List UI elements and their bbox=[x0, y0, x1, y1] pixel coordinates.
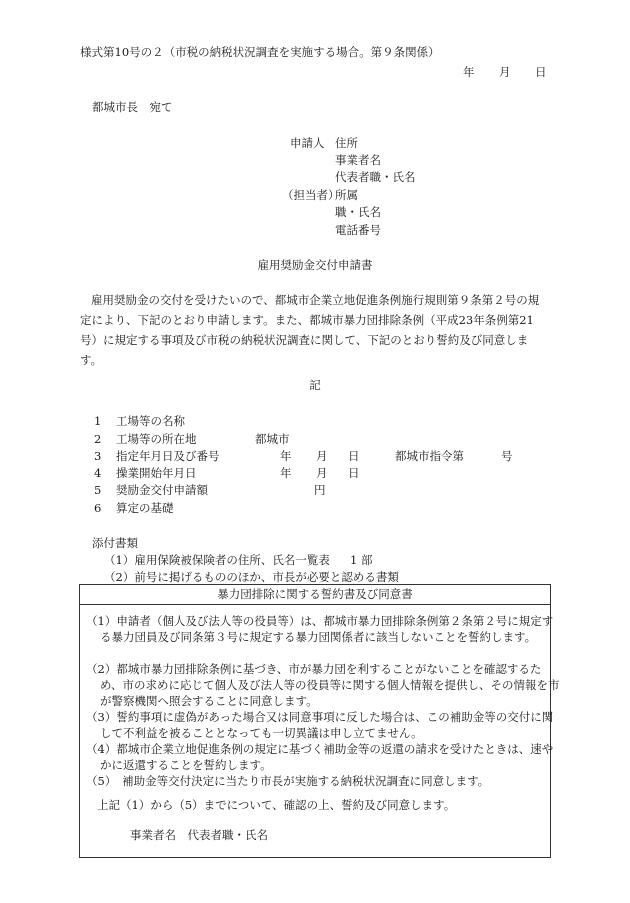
item-4-day: 日 bbox=[348, 466, 360, 480]
date-year: 年 bbox=[463, 65, 475, 79]
item-5-unit: 円 bbox=[314, 483, 326, 497]
item-4-year: 年 bbox=[280, 466, 292, 480]
contact-department: 所属 bbox=[335, 188, 358, 202]
pledge-summary: 上記（1）から（5）までについて、確認の上、誓約及び同意します。 bbox=[97, 798, 456, 812]
contact-phone: 電話番号 bbox=[335, 223, 381, 237]
item-4-month: 月 bbox=[316, 466, 328, 480]
item-2-num: 2 bbox=[94, 432, 102, 446]
pledge-item-3: （3）誓約事項に虚偽があった場合又は同意事項に反した場合は、この補助金等の交付に関して不利益を被ることとなっても一切異議は申し立てません。 bbox=[86, 710, 554, 740]
item-2-label: 工場等の所在地 bbox=[116, 432, 197, 446]
item-3-month: 月 bbox=[316, 449, 328, 463]
attachment-1-count: 1 部 bbox=[350, 553, 373, 567]
applicant-label: 申請人 bbox=[290, 136, 325, 150]
item-3-day: 日 bbox=[348, 449, 360, 463]
applicant-representative: 代表者職・氏名 bbox=[335, 170, 416, 184]
item-3-number-suffix: 号 bbox=[501, 449, 513, 463]
applicant-business-name: 事業者名 bbox=[335, 153, 381, 167]
attachment-1-label: （1）雇用保険被保険者の住所、氏名一覧表 bbox=[104, 553, 330, 567]
item-6-label: 算定の基礎 bbox=[116, 501, 174, 515]
contact-name: 職・氏名 bbox=[335, 205, 381, 219]
item-3-year: 年 bbox=[280, 449, 292, 463]
item-5-label: 奨励金交付申請額 bbox=[116, 483, 208, 497]
item-1-label: 工場等の名称 bbox=[116, 414, 185, 428]
body-paragraph: 雇用奨励金の交付を受けたいので、都城市企業立地促進条例施行規則第９条第２号の規定により、下記のとおり申請します。また、都城市暴力団排除条例（平成23年条例第21号）に規定する事項及び市税の納税状況調査に関して、下記のとおり誓約及び同意します。 bbox=[80, 293, 540, 367]
item-2-value: 都城市 bbox=[255, 432, 290, 446]
date-day: 日 bbox=[535, 65, 547, 79]
pledge-item-2: （2）都城市暴力団排除条例に基づき、市が暴力団を利することがないことを確認するため、市の求めに応じて個人及び法人等の役員等に関する個人情報を提供し、その情報を市が警察機関へ照会することに同意します。 bbox=[86, 662, 560, 708]
item-3-designation: 都城市指令第 bbox=[395, 449, 464, 463]
pledge-title: 暴力団排除に関する誓約書及び同意書 bbox=[80, 585, 550, 605]
item-3-label: 指定年月日及び番号 bbox=[116, 449, 220, 463]
pledge-box bbox=[79, 584, 560, 858]
addressee: 都城市長 宛て bbox=[92, 100, 173, 114]
pledge-item-1: （1）申請者（個人及び法人等の役員等）は、都城市暴力団排除条例第２条第２号に規定する暴力団員及び同条第３号に規定する暴力団関係者に該当しないことを誓約します。 bbox=[86, 614, 554, 644]
pledge-signature: 事業者名 代表者職・氏名 bbox=[130, 828, 268, 842]
pledge-item-4: （4）都城市企業立地促進条例の規定に基づく補助金等の返還の請求を受けたときは、速やかに返還することを誓約します。 bbox=[86, 742, 554, 772]
attachments-heading: 添付書類 bbox=[92, 536, 138, 550]
attachment-2-label: （2）前号に掲げるもののほか、市長が必要と認める書類 bbox=[104, 570, 399, 584]
item-3-num: 3 bbox=[94, 449, 102, 463]
document-title: 雇用奨励金交付申請書 bbox=[257, 258, 373, 272]
applicant-address: 住所 bbox=[335, 136, 358, 150]
date-month: 月 bbox=[499, 65, 511, 79]
item-4-label: 操業開始年月日 bbox=[116, 466, 197, 480]
item-4-num: 4 bbox=[94, 466, 102, 480]
pledge-item-5: （5） 補助金等交付決定に当たり市長が実施する納税状況調査に同意します。 bbox=[86, 774, 490, 788]
form-label: 様式第10号の２（市税の納税状況調査を実施する場合。第９条関係） bbox=[80, 45, 440, 59]
contact-label: （担当者） bbox=[282, 188, 340, 202]
ki-heading: 記 bbox=[309, 378, 321, 392]
item-1-num: 1 bbox=[94, 414, 102, 428]
item-5-num: 5 bbox=[94, 483, 102, 497]
item-6-num: 6 bbox=[94, 501, 102, 515]
